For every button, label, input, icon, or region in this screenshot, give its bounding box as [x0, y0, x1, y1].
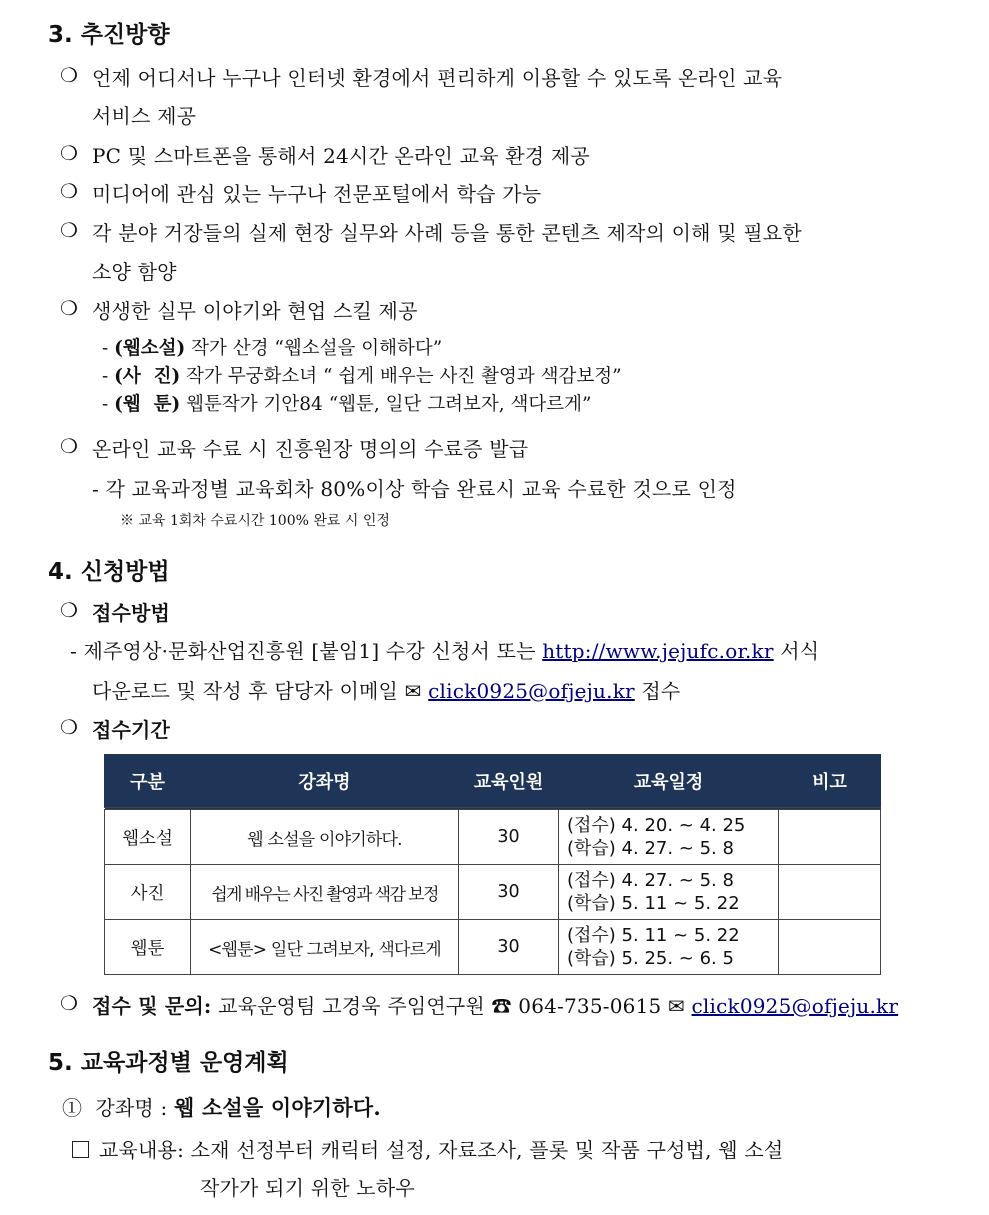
sub-item-label: (웹 툰) — [114, 394, 181, 415]
table-row — [105, 809, 881, 865]
direction-item-5: 생생한 실무 이야기와 현업 스킬 제공 — [92, 299, 418, 323]
schedule-apply: (접수) 4. 20. ~ 4. 25 — [567, 815, 746, 836]
section-4-title: 4. 신청방법 — [48, 559, 170, 585]
cell-count: 30 — [459, 809, 559, 865]
cell-count: 30 — [459, 920, 559, 975]
direction-item-1-line2: 서비스 제공 — [92, 104, 197, 128]
header-schedule: 교육일정 — [559, 755, 779, 809]
course-name: 웹 소설을 이야기하다. — [173, 1095, 381, 1120]
inquiry-line — [92, 990, 898, 1019]
completion-note: ※ 교육 1회차 수료시간 100% 완료 시 인정 — [120, 513, 390, 529]
sub-item-label: (사 진) — [114, 366, 181, 387]
inquiry-label: 접수 및 문의: — [92, 994, 212, 1018]
cell-count: 30 — [459, 865, 559, 920]
direction-item-4-line1 — [92, 217, 936, 246]
bullet-icon: ❍ — [60, 434, 78, 458]
method-line-2 — [92, 675, 680, 704]
sub-item-text: 웹툰작가 기안84 “웹툰, 일단 그려보자, 색다르게” — [186, 394, 592, 415]
bullet-icon: ❍ — [60, 715, 78, 739]
cell-note — [779, 809, 881, 865]
header-note: 비고 — [779, 755, 881, 809]
method-text: 다운로드 및 작성 후 담당자 이메일 ✉ — [92, 679, 422, 703]
sub-item-label: (웹소설) — [114, 338, 186, 359]
schedule-study: (학습) 5. 25. ~ 6. 5 — [567, 948, 734, 969]
email-link[interactable]: click0925@ofjeju.kr — [428, 679, 635, 703]
cell-category: 사진 — [105, 865, 191, 920]
checkbox-icon — [72, 1141, 89, 1158]
item-number: ① — [62, 1096, 83, 1120]
table-row — [105, 865, 881, 920]
schedule-apply: (접수) 4. 27. ~ 5. 8 — [567, 870, 734, 891]
schedule-table — [104, 754, 881, 975]
bullet-icon: ❍ — [60, 991, 78, 1015]
cell-schedule — [559, 865, 779, 920]
cell-note — [779, 865, 881, 920]
header-category: 구분 — [105, 755, 191, 809]
direction-item-3: 미디어에 관심 있는 누구나 전문포털에서 학습 가능 — [92, 182, 542, 206]
homepage-link[interactable]: http://www.jejufc.or.kr — [542, 639, 774, 663]
sub-item-text: 작가 산경 “웹소설을 이해하다” — [191, 338, 443, 359]
content-line-2: 작가가 되기 위한 노하우 — [200, 1176, 415, 1200]
header-lecture: 강좌명 — [191, 755, 459, 809]
cell-lecture: <웹툰> 일단 그려보자, 색다르게 — [191, 920, 459, 975]
sub-item-text: 작가 무궁화소녀 “ 쉽게 배우는 사진 촬영과 색감보정” — [186, 366, 622, 387]
inquiry-text: 교육운영팀 고경욱 주임연구원 ☎ 064-735-0615 ✉ — [218, 994, 685, 1018]
cell-lecture: 웹 소설을 이야기하다. — [191, 809, 459, 865]
bullet-icon: ❍ — [60, 296, 78, 320]
cell-schedule — [559, 920, 779, 975]
method-title: 접수방법 — [92, 601, 171, 625]
cell-category: 웹툰 — [105, 920, 191, 975]
direction-item-2: PC 및 스마트폰을 통해서 24시간 온라인 교육 환경 제공 — [92, 144, 590, 168]
header-count: 교육인원 — [459, 755, 559, 809]
cell-schedule — [559, 809, 779, 865]
bullet-icon: ❍ — [60, 179, 78, 203]
direction-item-4-text: 각 분야 거장들의 실제 현장 실무와 사례 등을 통한 콘텐츠 제작의 이해 및 필요한 — [92, 221, 802, 245]
section-3-title: 3. 추진방향 — [48, 22, 170, 48]
bullet-icon: ❍ — [60, 218, 78, 242]
method-line-1 — [70, 635, 819, 664]
schedule-study: (학습) 5. 11 ~ 5. 22 — [567, 893, 740, 914]
course-name-line — [62, 1092, 381, 1122]
direction-item-6: 온라인 교육 수료 시 진흥원장 명의의 수료증 발급 — [92, 437, 529, 461]
direction-item-1-line1 — [92, 62, 936, 91]
content-label: 교육내용: — [99, 1138, 185, 1162]
cell-category: 웹소설 — [105, 809, 191, 865]
schedule-apply: (접수) 5. 11 ~ 5. 22 — [567, 925, 740, 946]
inquiry-email-link[interactable]: click0925@ofjeju.kr — [691, 994, 899, 1018]
sub-item-webnovel: - (웹소설) 작가 산경 “웹소설을 이해하다” — [102, 338, 443, 359]
sub-item-webtoon: - (웹 툰) 웹툰작가 기안84 “웹툰, 일단 그려보자, 색다르게” — [102, 394, 592, 415]
direction-item-6-sub: - 각 교육과정별 교육회차 80%이상 학습 완료시 교육 수료한 것으로 인정 — [92, 477, 737, 501]
schedule-study: (학습) 4. 27. ~ 5. 8 — [567, 838, 734, 859]
bullet-icon: ❍ — [60, 141, 78, 165]
method-text-suffix: 접수 — [641, 679, 681, 703]
direction-item-1-text: 언제 어디서나 누구나 인터넷 환경에서 편리하게 이용할 수 있도록 온라인 교육 — [92, 66, 783, 90]
content-text: 소재 선정부터 캐릭터 설정, 자료조사, 플롯 및 작품 구성법, 웹 소설 — [190, 1138, 784, 1162]
bullet-icon: ❍ — [60, 63, 78, 87]
cell-note — [779, 920, 881, 975]
direction-item-4-line2: 소양 함양 — [92, 260, 177, 284]
bullet-icon: ❍ — [60, 598, 78, 622]
table-header-row — [105, 755, 881, 809]
section-5-title: 5. 교육과정별 운영계획 — [48, 1050, 289, 1076]
method-text-suffix: 서식 — [780, 639, 820, 663]
cell-lecture: 쉽게 배우는 사진 촬영과 색감 보정 — [191, 865, 459, 920]
method-text: - 제주영상·문화산업진흥원 [붙임1] 수강 신청서 또는 — [70, 639, 536, 663]
table-row — [105, 920, 881, 975]
sub-item-photo: - (사 진) 작가 무궁화소녀 “ 쉽게 배우는 사진 촬영과 색감보정” — [102, 366, 622, 387]
content-line-1 — [72, 1134, 783, 1163]
item-label: 강좌명 : — [95, 1096, 168, 1120]
period-title: 접수기간 — [92, 718, 171, 742]
